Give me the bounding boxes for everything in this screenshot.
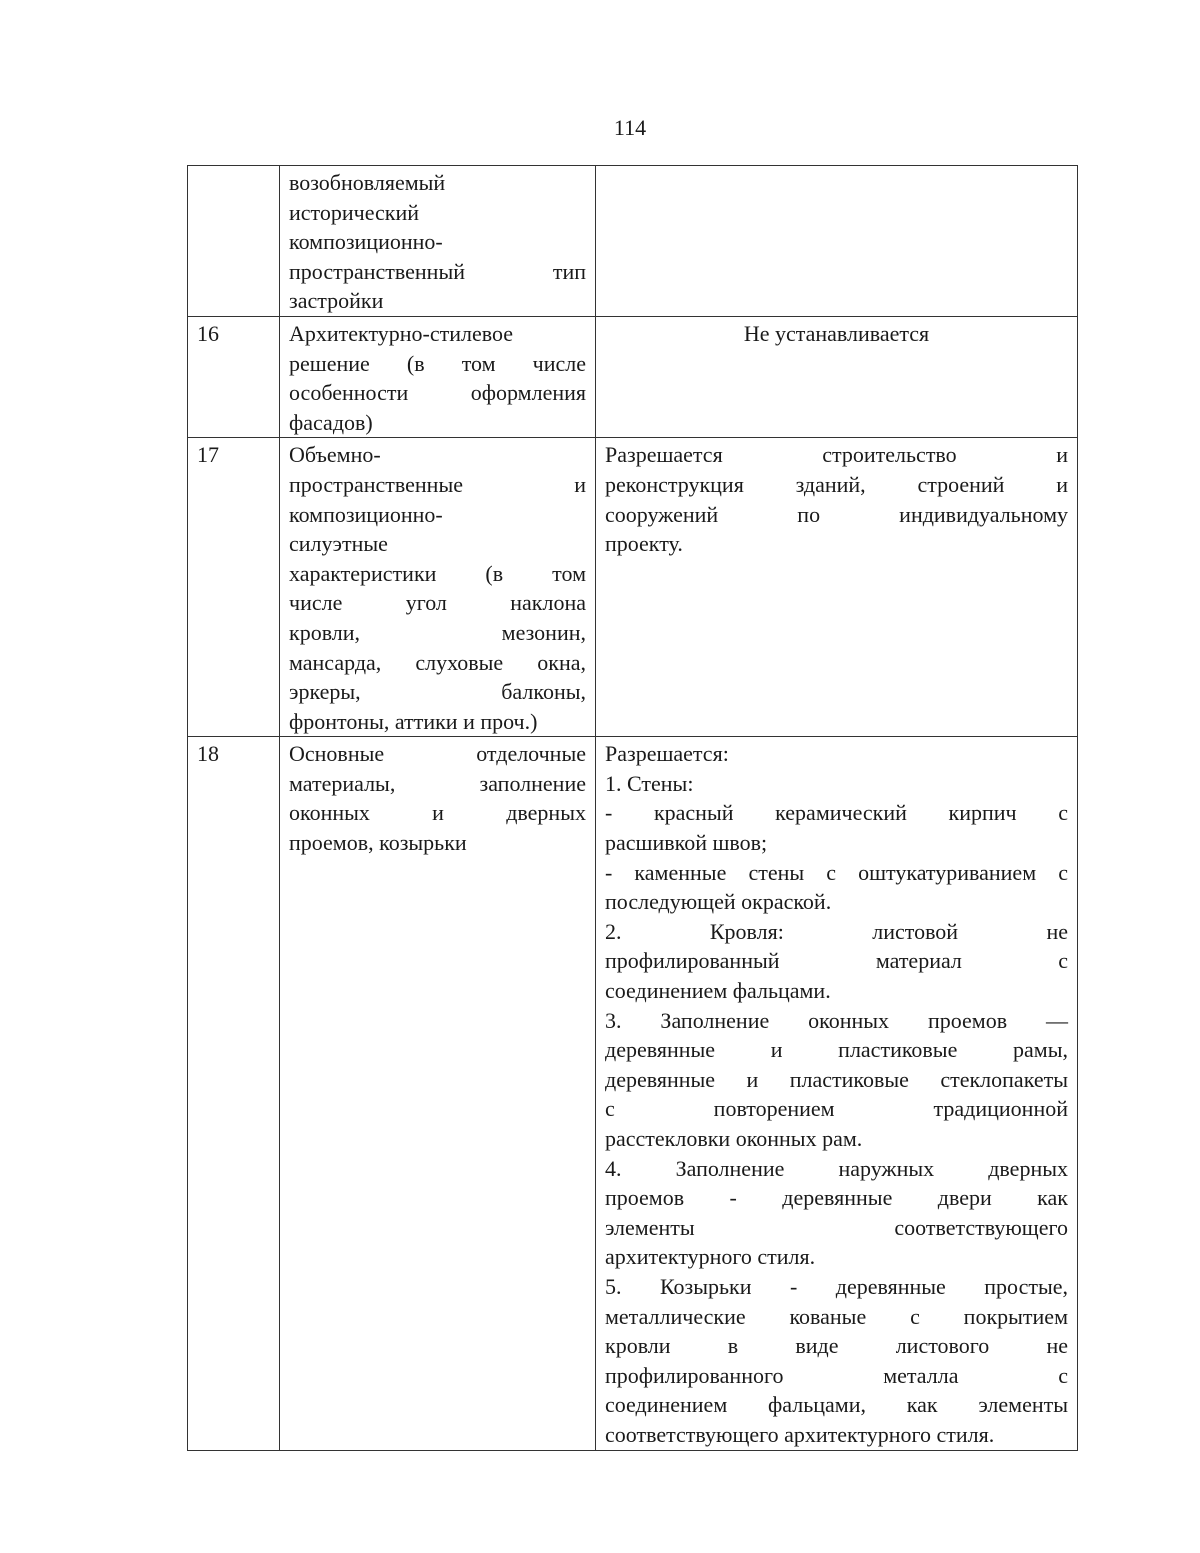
row-number-cell: 18 bbox=[188, 737, 280, 1450]
cell-text-line: исторический bbox=[289, 199, 420, 225]
requirements-table bbox=[187, 165, 1078, 1451]
cell-text-line: с повторением традиционной bbox=[605, 1096, 1068, 1122]
cell-text-line: профилированный материал с bbox=[605, 948, 1068, 974]
cell-text-line: соединением фальцами. bbox=[605, 978, 831, 1004]
cell-text-line: расшивкой швов; bbox=[605, 830, 768, 856]
cell-text-line: деревянные и пластиковые стеклопакеты bbox=[605, 1066, 1068, 1092]
cell-text-line: фронтоны, аттики и проч.) bbox=[289, 708, 538, 734]
cell-text-line: оконных и дверных bbox=[289, 800, 586, 826]
cell-text-line: соединением фальцами, как элементы bbox=[605, 1392, 1068, 1418]
cell-text-line: последующей окраской. bbox=[605, 889, 832, 915]
cell-text-line: застройки bbox=[289, 288, 384, 314]
parameter-name-cell bbox=[280, 737, 596, 1450]
cell-text-line: эркеры, балконы, bbox=[289, 679, 586, 705]
cell-text-line: материалы, заполнение bbox=[289, 770, 586, 796]
cell-text-line: Разрешается: bbox=[605, 741, 729, 767]
cell-text-line: композиционно- bbox=[289, 501, 443, 527]
cell-text-line: сооружений по индивидуальному bbox=[605, 501, 1068, 527]
cell-text-line: 4. Заполнение наружных дверных bbox=[605, 1155, 1068, 1181]
cell-text-line: фасадов) bbox=[289, 409, 373, 435]
cell-text-line: кровли, мезонин, bbox=[289, 619, 586, 645]
table-row bbox=[188, 166, 1078, 317]
parameter-value-cell bbox=[596, 316, 1078, 437]
parameter-value-cell bbox=[596, 737, 1078, 1450]
cell-text-line: реконструкция зданий, строений и bbox=[605, 471, 1068, 497]
parameter-value-cell bbox=[596, 166, 1078, 317]
page-number: 114 bbox=[613, 115, 647, 140]
parameter-name-cell bbox=[280, 316, 596, 437]
parameter-name-cell bbox=[280, 166, 596, 317]
cell-text-line: проекту. bbox=[605, 531, 683, 557]
cell-text-line: архитектурного стиля. bbox=[605, 1244, 816, 1270]
cell-text-line: металлические кованые с покрытием bbox=[605, 1303, 1068, 1329]
parameter-value-cell bbox=[596, 438, 1078, 737]
cell-text-line: деревянные и пластиковые рамы, bbox=[605, 1037, 1068, 1063]
row-number-cell: 16 bbox=[188, 316, 280, 437]
cell-text-line: соответствующего архитектурного стиля. bbox=[605, 1421, 995, 1447]
cell-text-line: - каменные стены с оштукатуриванием с bbox=[605, 859, 1068, 885]
cell-text-line: элементы соответствующего bbox=[605, 1214, 1068, 1240]
cell-text-line: композиционно- bbox=[289, 229, 443, 255]
table-row bbox=[188, 737, 1078, 1450]
cell-text-line: силуэтные bbox=[289, 531, 388, 557]
cell-text-line: Основные отделочные bbox=[289, 741, 586, 767]
cell-text-line: расстекловки оконных рам. bbox=[605, 1126, 863, 1151]
cell-text-line: проемов - деревянные двери как bbox=[605, 1185, 1068, 1211]
table-row bbox=[188, 316, 1078, 437]
cell-text-line: числе угол наклона bbox=[289, 590, 586, 616]
row-number-cell: 17 bbox=[188, 438, 280, 737]
cell-text-line: решение (в том числе bbox=[289, 350, 586, 376]
cell-text-line: 1. Стены: bbox=[605, 770, 694, 796]
cell-text-line: Не устанавливается bbox=[743, 320, 930, 346]
cell-text-line: пространственный тип bbox=[289, 258, 586, 284]
row-number-cell bbox=[188, 166, 280, 317]
cell-text-line: Разрешается строительство и bbox=[605, 442, 1068, 468]
cell-text-line: 2. Кровля: листовой не bbox=[605, 918, 1068, 944]
cell-text-line: характеристики (в том bbox=[289, 560, 586, 586]
cell-text-line: возобновляемый bbox=[289, 170, 446, 195]
cell-text-line: Объемно- bbox=[289, 442, 381, 468]
cell-text-line: пространственные и bbox=[289, 471, 586, 497]
table-row bbox=[188, 438, 1078, 737]
cell-text-line: 3. Заполнение оконных проемов — bbox=[605, 1007, 1068, 1033]
cell-text-line: кровли в виде листового не bbox=[605, 1333, 1068, 1359]
cell-text-line: Архитектурно-стилевое bbox=[289, 320, 514, 346]
parameter-name-cell bbox=[280, 438, 596, 737]
cell-text-line: 5. Козырьки - деревянные простые, bbox=[605, 1273, 1068, 1299]
cell-text-line: проемов, козырьки bbox=[289, 830, 467, 856]
cell-text-line: мансарда, слуховые окна, bbox=[289, 649, 586, 675]
cell-text-line: профилированного металла с bbox=[605, 1362, 1068, 1388]
cell-text-line: - красный керамический кирпич с bbox=[605, 800, 1068, 826]
cell-text-line: особенности оформления bbox=[289, 380, 586, 406]
